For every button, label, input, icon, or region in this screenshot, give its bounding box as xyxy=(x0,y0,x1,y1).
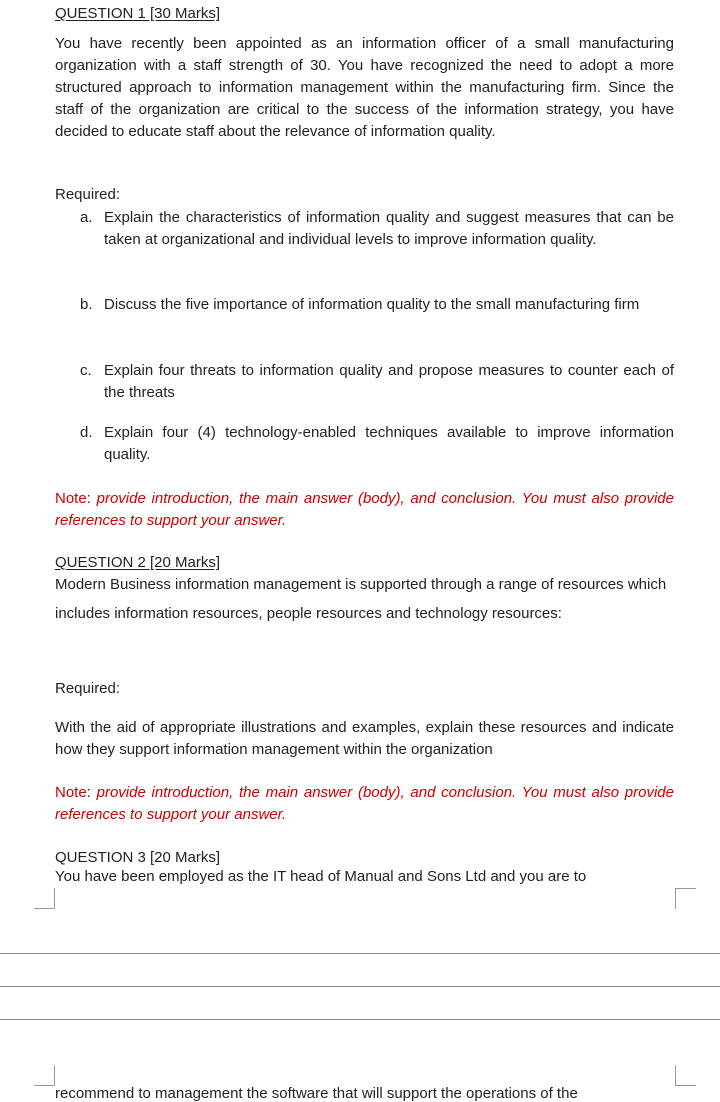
question-2-required-label: Required: xyxy=(55,680,121,697)
crop-mark-top-right xyxy=(675,888,696,909)
question-1-note xyxy=(55,488,674,532)
note-colon: : xyxy=(86,490,91,507)
item-letter: d. xyxy=(80,424,93,441)
question-1-required-label: Required: xyxy=(55,186,121,203)
note-colon: : xyxy=(86,784,91,801)
question-2-note xyxy=(55,782,674,826)
note-label: Note xyxy=(55,490,87,507)
question-2-title: QUESTION 2 [20 Marks] xyxy=(55,554,221,571)
note-text: provide introduction, the main answer (body), and conclusion. You must also provide references to support your answer. xyxy=(55,490,674,529)
page-gap-rule xyxy=(0,986,720,987)
item-letter: a. xyxy=(80,209,93,226)
crop-mark-bottom-left xyxy=(34,1065,55,1086)
page-gap-rule xyxy=(0,953,720,954)
question-1-title: QUESTION 1 [30 Marks] xyxy=(55,5,221,22)
question-1-intro: You have recently been appointed as an information officer of a small manufacturing organization with a staff strength of 30. You have recognized the need to adopt a more structured approach to information management within the manufacturing firm. Since the staff of the organization are critical to the success of the information strategy, you have decided to educate staff about the relevance of information quality. xyxy=(55,35,674,140)
item-text: Discuss the five importance of information quality to the small manufacturing firm xyxy=(104,296,640,313)
question-3-title: QUESTION 3 [20 Marks] xyxy=(55,849,221,866)
item-text: Explain the characteristics of information quality and suggest measures that can be taken at organizational and individual levels to improve information quality. xyxy=(104,209,674,248)
crop-mark-top-left xyxy=(34,888,55,909)
crop-mark-bottom-right xyxy=(675,1065,696,1086)
question-3-line-2: recommend to management the software that will support the operations of the xyxy=(55,1085,578,1102)
item-letter: c. xyxy=(80,362,92,379)
note-label: Note xyxy=(55,784,87,801)
page-gap-rule xyxy=(0,1019,720,1020)
item-letter: b. xyxy=(80,296,93,313)
question-3-line-1: You have been employed as the IT head of Manual and Sons Ltd and you are to xyxy=(55,868,587,885)
item-text: Explain four (4) technology-enabled techniques available to improve information quality. xyxy=(104,424,674,463)
question-2-intro: Modern Business information management is supported through a range of resources which includes information resources, people resources and technology resources: xyxy=(55,576,667,622)
note-text: provide introduction, the main answer (body), and conclusion. You must also provide references to support your answer. xyxy=(55,784,674,823)
question-2-body: With the aid of appropriate illustrations and examples, explain these resources and indicate how they support information management within the organization xyxy=(55,719,674,758)
item-text: Explain four threats to information quality and propose measures to counter each of the threats xyxy=(104,362,674,401)
